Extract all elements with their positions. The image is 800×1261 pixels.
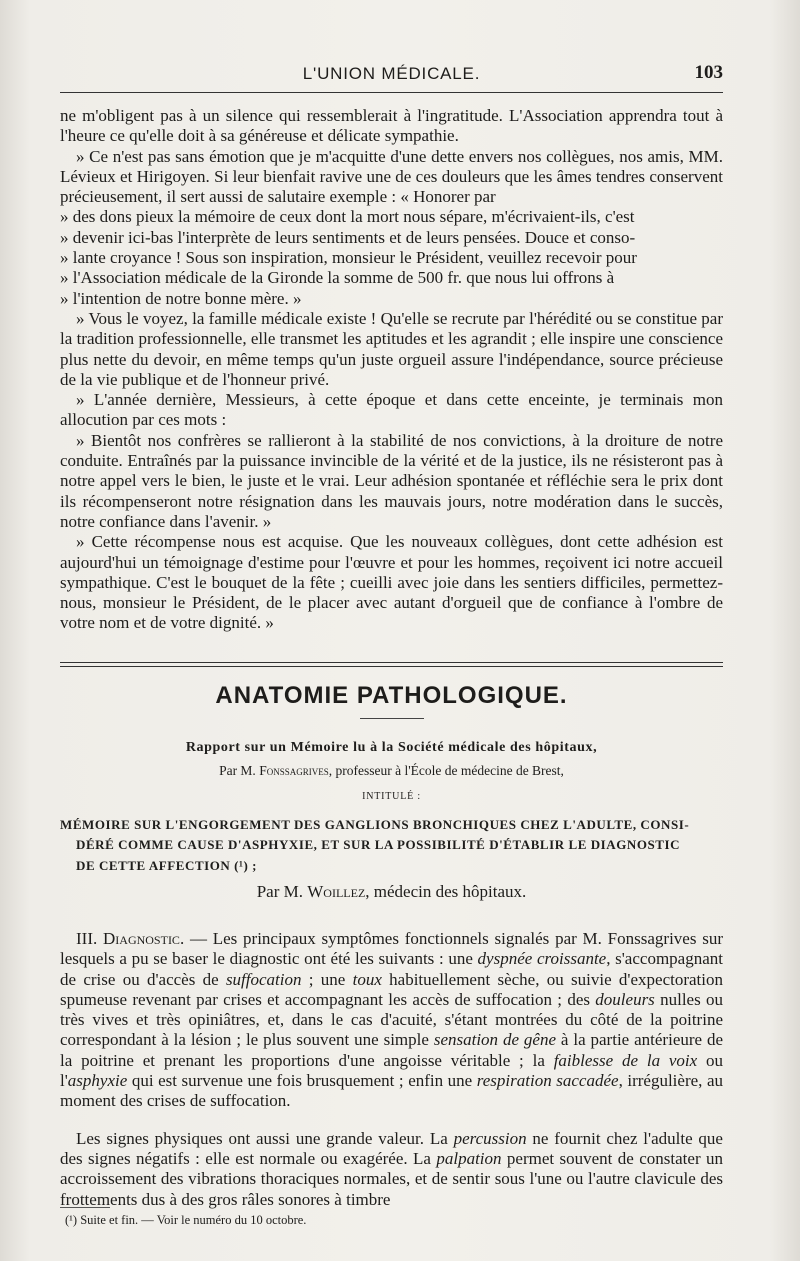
text-line: » lante croyance ! Sous son inspiration, monsieur le Président, veuillez recevoir pour bbox=[60, 248, 637, 268]
byline-prefix: Par M. bbox=[256, 882, 308, 901]
text-line: » l'Association médicale de la Gironde la somme de 500 fr. que nous lui offrons à bbox=[60, 268, 615, 288]
italic-term: percussion bbox=[453, 1128, 527, 1148]
text-line: » devenir ici-bas l'interprète de leurs sentiments et de leurs pensées. Douce et conso- bbox=[60, 227, 636, 247]
text-run: ; une bbox=[301, 969, 353, 989]
byline-rest: , médecin des hôpitaux. bbox=[365, 882, 527, 901]
speech-text bbox=[60, 106, 723, 634]
text-run: Les principaux symptômes fonctionnels signalés par M. Fonssagrives sur lesquels a pu se baser le diagnostic ont été les suivants : une bbox=[60, 929, 723, 969]
page-number: 103 bbox=[694, 62, 723, 83]
paragraph bbox=[60, 1129, 723, 1210]
text-run: habituellement sèche, ou suivie d'expectoration spumeuse revenant par crises et accompagnant les accès de suffocation ; des bbox=[60, 969, 723, 1009]
italic-term: asphyxie bbox=[67, 1071, 128, 1091]
italic-term: respiration saccadée bbox=[476, 1071, 619, 1091]
footnote-rule bbox=[60, 1207, 110, 1208]
italic-term: palpation bbox=[436, 1148, 502, 1168]
text-line: » l'intention de notre bonne mère. » bbox=[60, 288, 302, 308]
author-name: Woillez bbox=[307, 882, 366, 901]
paragraph: » L'année dernière, Messieurs, à cette époque et dans cette enceinte, je terminais mon allocution par ces mots : bbox=[60, 390, 723, 430]
header-rule bbox=[60, 92, 723, 93]
byline-prefix: Par M. bbox=[219, 763, 260, 778]
author-byline bbox=[60, 882, 723, 902]
title-line: MÉMOIRE SUR L'ENGORGEMENT DES GANGLIONS BRONCHIQUES CHEZ L'ADULTE, CONSI- bbox=[60, 817, 690, 832]
text-run: Les signes physiques ont aussi une grande valeur. La bbox=[76, 1128, 454, 1148]
paragraph: » Vous le voyez, la famille médicale existe ! Qu'elle se recrute par l'hérédité ou se constitue par la tradition professionnelle, elle transmet les aptitudes et les agrandit ; elle inspire une conscience plus nette du devoir, en même temps qu'un juste orgueil assure l'indépendance, source précieuse de la vie publique et de l'honneur privé. bbox=[60, 308, 723, 389]
report-title: Rapport sur un Mémoire lu à la Société médicale des hôpitaux, bbox=[185, 740, 598, 755]
section-title: ANATOMIE PATHOLOGIQUE. bbox=[215, 682, 568, 709]
paragraph bbox=[60, 147, 723, 208]
text-run: permet souvent de constater un accroissement des vibrations thoraciques normales, et de sentir sous l'une ou l'autre clavicule des frottements dus à des gros râles sonores à timbre bbox=[60, 1148, 723, 1209]
paragraph: » Cette récompense nous est acquise. Que les nouveaux collègues, dont cette adhésion est aujourd'hui un témoignage d'estime pour l'œuvre et pour les hommes, reçoivent ici notre accueil sympathique. C'est le bouquet de la fête ; cueilli avec joie dans les sentiers difficiles, permettez-nous, monsieur le Président, de le placer avec autant d'orgueil que de confiance à l'ombre de votre nom et de votre dignité. » bbox=[60, 532, 723, 633]
italic-term: faiblesse de la voix bbox=[553, 1050, 698, 1070]
text-run: , irrégulière, au moment des crises de suffocation. bbox=[60, 1071, 723, 1111]
memoir-title bbox=[60, 815, 723, 876]
paragraph: » Bientôt nos confrères se rallieront à la stabilité de nos convictions, à la droiture de notre conduite. Entraînés par la puissance invincible de la vérité et de la justice, ils ne résisteront pas à notre appel vers le bien, le juste et le vrai. Leur adhésion spontanée et réfléchie sera le prix dont ils récompenseront notre résignation dans les mauvais jours, notre modération dans le succès, notre confiance dans l'avenir. » bbox=[60, 430, 723, 531]
title-line: DE CETTE AFFECTION (¹) ; bbox=[76, 857, 258, 873]
italic-term: sensation de gêne bbox=[433, 1030, 556, 1050]
text-run: ou l' bbox=[60, 1050, 724, 1091]
text-run: ne fournit chez l'adulte que des signes négatifs : elle est normale ou exagérée. La bbox=[60, 1128, 723, 1168]
italic-term: toux bbox=[352, 969, 382, 989]
paragraph: ne m'obligent pas à un silence qui ressemblerait à l'ingratitude. L'Association apprendra tout à l'heure ce qu'elle doit à sa généreuse et délicate sympathie. bbox=[60, 106, 723, 146]
footnote: (¹) Suite et fin. — Voir le numéro du 10 octobre. bbox=[65, 1213, 307, 1227]
text-line: » des dons pieux la mémoire de ceux dont la mort nous sépare, m'écrivaient-ils, c'est bbox=[60, 207, 635, 227]
subsection-heading: III. Diagnostic. — bbox=[76, 929, 207, 948]
intitule-label: INTITULÉ : bbox=[362, 791, 421, 802]
italic-term: dyspnée croissante bbox=[477, 949, 607, 969]
section-rule bbox=[60, 662, 723, 663]
reporter-byline bbox=[60, 763, 723, 779]
text-run: à la partie antérieure de la poitrine et prenant les proportions d'une angoisse véritable ; la bbox=[60, 1030, 724, 1070]
diagnostic-text bbox=[60, 912, 723, 1227]
text-run: qui est survenue une fois brusquement ; enfin une bbox=[127, 1071, 477, 1091]
quotation-lines bbox=[60, 207, 723, 308]
running-head bbox=[60, 62, 723, 88]
title-line: DÉRÉ COMME CAUSE D'ASPHYXIE, ET SUR LA POSSIBILITÉ D'ÉTABLIR LE DIAGNOSTIC bbox=[76, 837, 681, 853]
running-title: L'UNION MÉDICALE. bbox=[302, 64, 481, 83]
italic-term: suffocation bbox=[225, 969, 302, 989]
text-run: nulles ou très vives et très opiniâtres, et, dans le cas d'acuité, s'étant montrées du côté de la poitrine correspondant à la lésion ; le plus souvent une simple bbox=[60, 989, 724, 1050]
italic-term: douleurs bbox=[595, 989, 655, 1009]
text-line: » Ce n'est pas sans émotion que je m'acquitte d'une dette envers nos collègues, nos amis, MM. Lévieux et Hirigoyen. Si leur bienfait ravive une de ces douleurs que les âmes tendres conservent précieusement, il sert aussi de salutaire exemple : « Honorer par bbox=[60, 146, 723, 207]
divider bbox=[360, 718, 424, 719]
section-rule bbox=[60, 666, 723, 667]
text-run: , s'accompagnant de crise ou d'accès de bbox=[60, 949, 723, 989]
author-name: Fonssagrives bbox=[259, 763, 329, 778]
paragraph bbox=[60, 929, 723, 1112]
byline-rest: , professeur à l'École de médecine de Brest, bbox=[328, 763, 564, 778]
